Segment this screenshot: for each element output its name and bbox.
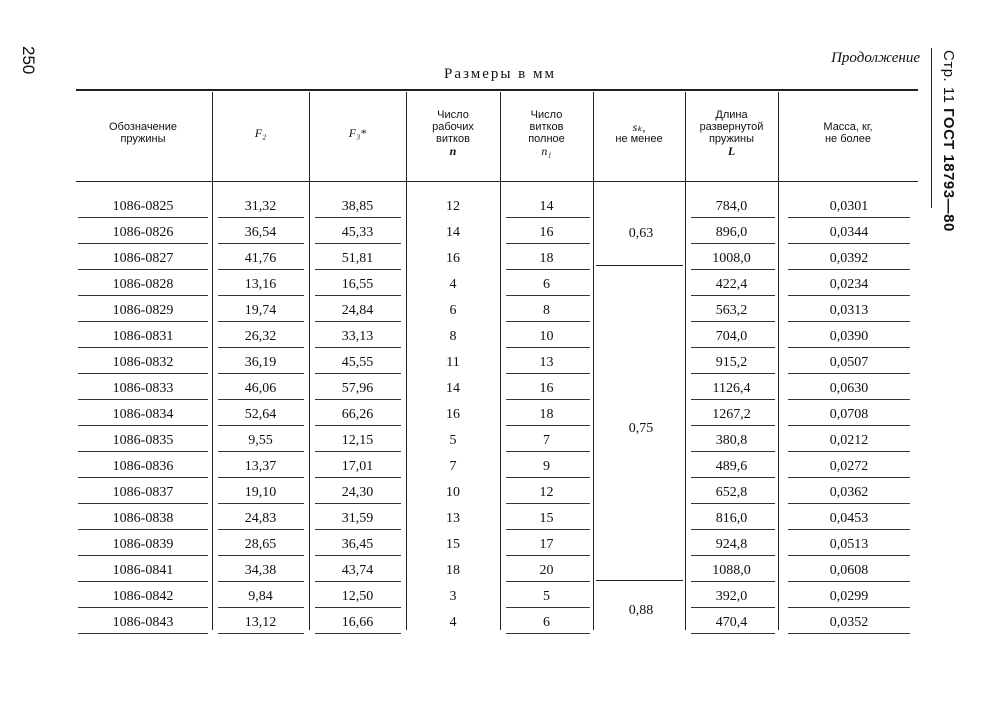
cell-underline bbox=[506, 321, 590, 322]
page-ref: Стр. 11 bbox=[940, 50, 957, 104]
cell-underline bbox=[315, 269, 401, 270]
cell-underline bbox=[691, 399, 775, 400]
table-cell: 0,0212 bbox=[829, 433, 869, 448]
table-cell: 1086-0841 bbox=[112, 563, 174, 578]
table-cell: 380,8 bbox=[715, 433, 748, 448]
table-cell: 816,0 bbox=[715, 511, 748, 526]
cell-underline bbox=[218, 295, 304, 296]
page-number: 250 bbox=[19, 46, 38, 75]
cell-underline bbox=[315, 217, 401, 218]
cell-underline bbox=[78, 243, 208, 244]
table-cell: 24,30 bbox=[341, 485, 374, 500]
table-cell: 20 bbox=[539, 563, 554, 578]
cell-underline bbox=[788, 503, 910, 504]
header-bottom-rule bbox=[76, 181, 918, 182]
table-cell: 1086-0829 bbox=[112, 303, 174, 318]
cell-underline bbox=[506, 555, 590, 556]
cell-underline bbox=[788, 555, 910, 556]
table-cell: 392,0 bbox=[715, 589, 748, 604]
header-sk: sₖ, не менее bbox=[615, 120, 663, 145]
sk-group-value: 0,88 bbox=[628, 603, 654, 618]
table-cell: 470,4 bbox=[715, 615, 748, 630]
table-cell: 784,0 bbox=[715, 199, 748, 214]
table-cell: 1088,0 bbox=[712, 563, 751, 578]
table-cell: 12 bbox=[446, 199, 460, 214]
header-mass: Масса, кг, не более bbox=[823, 121, 873, 145]
cell-underline bbox=[78, 269, 208, 270]
continuation-label: Продолжение bbox=[831, 50, 920, 66]
cell-underline bbox=[691, 607, 775, 608]
table-cell: 1086-0833 bbox=[112, 381, 174, 396]
table-cell: 6 bbox=[543, 615, 550, 630]
table-cell: 41,76 bbox=[244, 251, 277, 266]
table-cell: 6 bbox=[449, 303, 457, 318]
cell-underline bbox=[506, 217, 590, 218]
cell-underline bbox=[788, 217, 910, 218]
cell-underline bbox=[691, 347, 775, 348]
table-cell: 5 bbox=[449, 433, 457, 448]
table-cell: 18 bbox=[539, 251, 554, 266]
cell-underline bbox=[78, 451, 208, 452]
cell-underline bbox=[506, 503, 590, 504]
table-cell: 16 bbox=[446, 251, 460, 266]
cell-underline bbox=[506, 529, 590, 530]
table-cell: 0,0234 bbox=[829, 277, 869, 292]
table-cell: 52,64 bbox=[244, 407, 277, 422]
cell-underline bbox=[218, 217, 304, 218]
table-cell: 1086-0826 bbox=[112, 225, 174, 240]
table-cell: 24,83 bbox=[244, 511, 277, 526]
cell-underline bbox=[315, 347, 401, 348]
table-cell: 13 bbox=[539, 355, 554, 370]
table-cell: 12 bbox=[539, 485, 554, 500]
cell-underline bbox=[691, 321, 775, 322]
table-cell: 12,50 bbox=[341, 589, 374, 604]
table-cell: 0,0630 bbox=[829, 381, 869, 396]
table-cell: 0,0513 bbox=[829, 537, 869, 552]
cell-underline bbox=[218, 607, 304, 608]
table-cell: 46,06 bbox=[244, 381, 277, 396]
cell-underline bbox=[315, 373, 401, 374]
table-cell: 8 bbox=[543, 303, 550, 318]
table-cell: 26,32 bbox=[244, 329, 277, 344]
cell-underline bbox=[218, 451, 304, 452]
table-cell: 1086-0832 bbox=[112, 355, 174, 370]
sidebar-rule bbox=[931, 48, 932, 208]
cell-underline bbox=[691, 451, 775, 452]
table-cell: 0,0313 bbox=[829, 303, 869, 318]
cell-underline bbox=[691, 217, 775, 218]
table-cell: 9 bbox=[543, 459, 550, 474]
table-cell: 915,2 bbox=[715, 355, 748, 370]
table-cell: 45,55 bbox=[341, 355, 374, 370]
cell-underline bbox=[506, 477, 590, 478]
table-cell: 28,65 bbox=[244, 537, 277, 552]
table-cell: 1008,0 bbox=[712, 251, 751, 266]
table-cell: 31,32 bbox=[244, 199, 277, 214]
sk-group-value: 0,63 bbox=[628, 226, 654, 241]
table-cell: 0,0392 bbox=[829, 251, 869, 266]
cell-underline bbox=[788, 607, 910, 608]
cell-underline bbox=[218, 243, 304, 244]
table-cell: 15 bbox=[446, 537, 460, 552]
table-cell: 1086-0835 bbox=[112, 433, 174, 448]
cell-underline bbox=[506, 243, 590, 244]
table-cell: 1086-0827 bbox=[112, 251, 174, 266]
cell-underline bbox=[78, 321, 208, 322]
cell-underline bbox=[78, 529, 208, 530]
header-f3: F₃* bbox=[348, 126, 367, 140]
table-cell: 24,84 bbox=[341, 303, 374, 318]
standard-reference bbox=[940, 50, 957, 232]
table-cell: 0,0608 bbox=[829, 563, 869, 578]
cell-underline bbox=[78, 503, 208, 504]
table-cell: 14 bbox=[446, 225, 460, 240]
cell-underline bbox=[691, 373, 775, 374]
table-cell: 14 bbox=[446, 381, 460, 396]
table-cell: 10 bbox=[446, 485, 460, 500]
table-cell: 4 bbox=[449, 615, 457, 630]
cell-underline bbox=[788, 373, 910, 374]
sk-group-value: 0,75 bbox=[628, 421, 654, 436]
cell-underline bbox=[506, 607, 590, 608]
cell-underline bbox=[691, 503, 775, 504]
table-cell: 1086-0834 bbox=[112, 407, 174, 422]
header-total-coils: Число витков полное n₁ bbox=[528, 109, 565, 158]
table-cell: 1086-0828 bbox=[112, 277, 174, 292]
table-cell: 7 bbox=[543, 433, 550, 448]
cell-underline bbox=[315, 243, 401, 244]
table-cell: 1086-0836 bbox=[112, 459, 174, 474]
table-cell: 17 bbox=[539, 537, 554, 552]
table-cell: 7 bbox=[449, 459, 457, 474]
table-cell: 13,37 bbox=[244, 459, 277, 474]
cell-underline bbox=[691, 581, 775, 582]
table-cell: 0,0352 bbox=[829, 615, 869, 630]
header-length: Длина развернутой пружины L bbox=[699, 109, 764, 158]
table-cell: 1086-0843 bbox=[112, 615, 174, 630]
cell-underline bbox=[788, 451, 910, 452]
table-cell: 1126,4 bbox=[712, 381, 751, 396]
cell-underline bbox=[788, 425, 910, 426]
table-cell: 19,74 bbox=[244, 303, 277, 318]
table-cell: 13 bbox=[446, 511, 460, 526]
cell-underline bbox=[506, 451, 590, 452]
table-cell: 3 bbox=[449, 589, 457, 604]
cell-underline bbox=[78, 477, 208, 478]
table-cell: 9,84 bbox=[248, 589, 273, 604]
cell-underline bbox=[691, 295, 775, 296]
table-cell: 1086-0842 bbox=[112, 589, 174, 604]
table-cell: 57,96 bbox=[341, 381, 374, 396]
table-cell: 8 bbox=[449, 329, 457, 344]
table-cell: 10 bbox=[539, 329, 554, 344]
cell-underline bbox=[506, 581, 590, 582]
table-cell: 15 bbox=[539, 511, 554, 526]
cell-underline bbox=[78, 399, 208, 400]
cell-underline bbox=[78, 555, 208, 556]
cell-underline bbox=[315, 607, 401, 608]
cell-underline bbox=[691, 425, 775, 426]
cell-underline bbox=[691, 243, 775, 244]
table-cell: 0,0299 bbox=[829, 589, 869, 604]
cell-underline bbox=[315, 477, 401, 478]
table-title: Размеры в мм bbox=[443, 66, 556, 82]
cell-underline bbox=[218, 633, 304, 634]
cell-underline bbox=[691, 477, 775, 478]
table-cell: 1086-0837 bbox=[112, 485, 174, 500]
table-cell: 12,15 bbox=[341, 433, 374, 448]
cell-underline bbox=[691, 555, 775, 556]
table-cell: 14 bbox=[539, 199, 554, 214]
table-cell: 38,85 bbox=[341, 199, 374, 214]
table-cell: 924,8 bbox=[715, 537, 748, 552]
cell-underline bbox=[315, 503, 401, 504]
table-cell: 16,55 bbox=[341, 277, 374, 292]
cell-underline bbox=[78, 295, 208, 296]
cell-underline bbox=[218, 269, 304, 270]
header-f2: F₂ bbox=[254, 126, 267, 140]
table-cell: 6 bbox=[543, 277, 550, 292]
cell-underline bbox=[691, 269, 775, 270]
table-cell: 1086-0838 bbox=[112, 511, 174, 526]
table-cell: 1086-0825 bbox=[112, 199, 174, 214]
cell-underline bbox=[788, 295, 910, 296]
table-cell: 13,12 bbox=[244, 615, 277, 630]
cell-underline bbox=[315, 321, 401, 322]
cell-underline bbox=[506, 347, 590, 348]
table-cell: 11 bbox=[446, 355, 460, 370]
cell-underline bbox=[78, 633, 208, 634]
cell-underline bbox=[788, 321, 910, 322]
cell-underline bbox=[315, 581, 401, 582]
table-cell: 652,8 bbox=[715, 485, 748, 500]
table-cell: 34,38 bbox=[244, 563, 277, 578]
cell-underline bbox=[506, 425, 590, 426]
table-cell: 1086-0831 bbox=[112, 329, 174, 344]
table-cell: 18 bbox=[446, 563, 460, 578]
cell-underline bbox=[506, 633, 590, 634]
cell-underline bbox=[788, 633, 910, 634]
cell-underline bbox=[788, 477, 910, 478]
table-cell: 45,33 bbox=[341, 225, 374, 240]
sk-group-rule bbox=[596, 265, 683, 266]
table-cell: 0,0272 bbox=[829, 459, 869, 474]
table-cell: 17,01 bbox=[341, 459, 374, 474]
table-cell: 9,55 bbox=[248, 433, 273, 448]
table-cell: 489,6 bbox=[715, 459, 748, 474]
table-cell: 0,0453 bbox=[829, 511, 869, 526]
table-cell: 66,26 bbox=[341, 407, 374, 422]
table-cell: 16 bbox=[446, 407, 460, 422]
table-cell: 36,19 bbox=[244, 355, 277, 370]
cell-underline bbox=[506, 269, 590, 270]
cell-underline bbox=[788, 243, 910, 244]
cell-underline bbox=[218, 347, 304, 348]
table-cell: 43,74 bbox=[341, 563, 374, 578]
table-cell: 13,16 bbox=[244, 277, 277, 292]
header-top-rule bbox=[76, 89, 918, 91]
table-cell: 5 bbox=[543, 589, 550, 604]
cell-underline bbox=[506, 295, 590, 296]
cell-underline bbox=[315, 425, 401, 426]
cell-underline bbox=[78, 581, 208, 582]
cell-underline bbox=[78, 347, 208, 348]
cell-underline bbox=[315, 529, 401, 530]
sk-group-rule bbox=[596, 580, 683, 581]
cell-underline bbox=[218, 399, 304, 400]
header-working-coils: Число рабочих витков n bbox=[432, 109, 474, 158]
table-cell: 19,10 bbox=[244, 485, 277, 500]
cell-underline bbox=[78, 425, 208, 426]
cell-underline bbox=[315, 399, 401, 400]
table-cell: 4 bbox=[449, 277, 457, 292]
cell-underline bbox=[788, 347, 910, 348]
cell-underline bbox=[78, 373, 208, 374]
cell-underline bbox=[218, 425, 304, 426]
cell-underline bbox=[218, 555, 304, 556]
header-designation: Обозначение пружины bbox=[108, 121, 178, 145]
table-cell: 896,0 bbox=[715, 225, 748, 240]
table-cell: 36,54 bbox=[244, 225, 277, 240]
cell-underline bbox=[788, 581, 910, 582]
table-cell: 704,0 bbox=[715, 329, 748, 344]
table-cell: 0,0708 bbox=[829, 407, 869, 422]
cell-underline bbox=[315, 555, 401, 556]
cell-underline bbox=[788, 399, 910, 400]
cell-underline bbox=[691, 529, 775, 530]
table-cell: 0,0301 bbox=[829, 199, 869, 214]
cell-underline bbox=[315, 295, 401, 296]
table-cell: 36,45 bbox=[341, 537, 374, 552]
table-cell: 51,81 bbox=[341, 251, 374, 266]
table-cell: 33,13 bbox=[341, 329, 374, 344]
table-cell: 18 bbox=[539, 407, 554, 422]
cell-underline bbox=[315, 633, 401, 634]
cell-underline bbox=[315, 451, 401, 452]
cell-underline bbox=[788, 269, 910, 270]
cell-underline bbox=[218, 581, 304, 582]
cell-underline bbox=[218, 503, 304, 504]
cell-underline bbox=[506, 373, 590, 374]
cell-underline bbox=[218, 529, 304, 530]
cell-underline bbox=[218, 477, 304, 478]
table-cell: 1086-0839 bbox=[112, 537, 174, 552]
table-cell: 0,0507 bbox=[829, 355, 869, 370]
cell-underline bbox=[788, 529, 910, 530]
table-cell: 1267,2 bbox=[712, 407, 751, 422]
table-cell: 422,4 bbox=[715, 277, 748, 292]
standard-code: ГОСТ 18793—80 bbox=[940, 108, 957, 232]
table-cell: 31,59 bbox=[341, 511, 374, 526]
cell-underline bbox=[218, 321, 304, 322]
table-cell: 16 bbox=[539, 225, 554, 240]
table-cell: 16 bbox=[539, 381, 554, 396]
cell-underline bbox=[78, 217, 208, 218]
cell-underline bbox=[506, 399, 590, 400]
table-cell: 563,2 bbox=[715, 303, 748, 318]
table-cell: 0,0362 bbox=[829, 485, 869, 500]
col-separator bbox=[593, 92, 594, 630]
table-cell: 0,0344 bbox=[829, 225, 869, 240]
cell-underline bbox=[218, 373, 304, 374]
table-cell: 0,0390 bbox=[829, 329, 869, 344]
table-cell: 16,66 bbox=[341, 615, 374, 630]
cell-underline bbox=[78, 607, 208, 608]
cell-underline bbox=[691, 633, 775, 634]
